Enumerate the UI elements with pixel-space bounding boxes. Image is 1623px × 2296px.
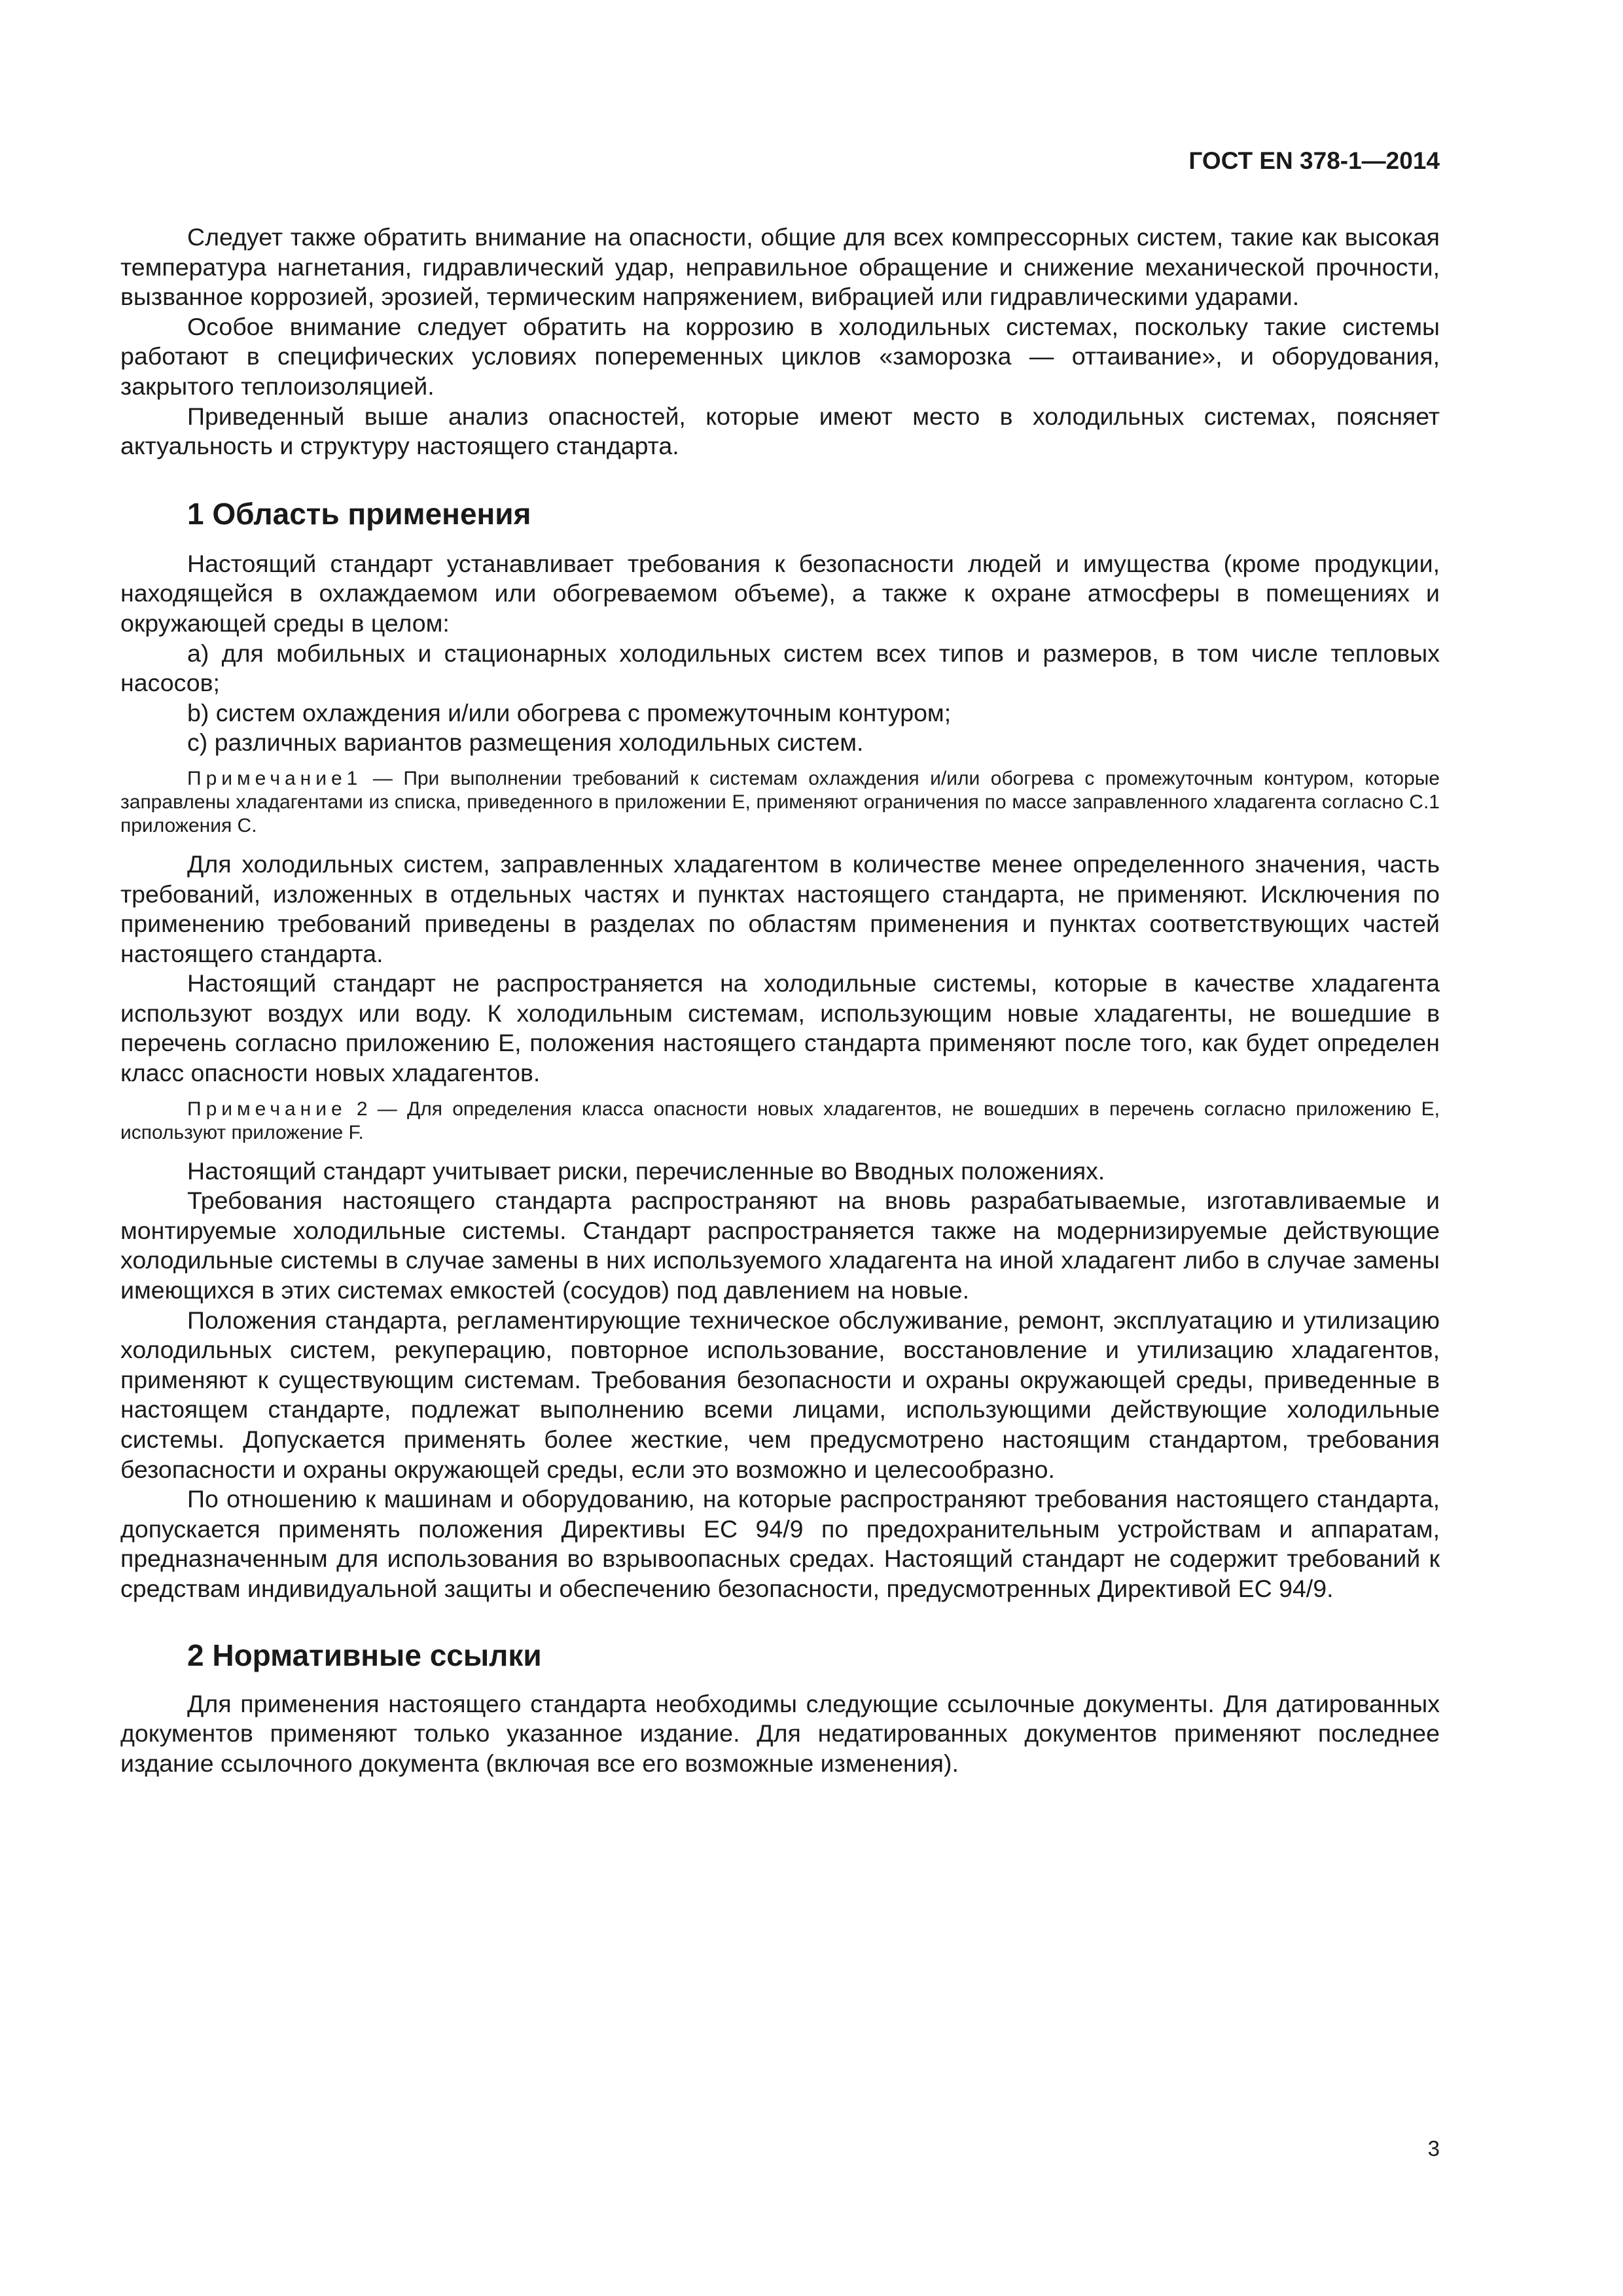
scope-paragraph-1: Настоящий стандарт устанавливает требования к безопасности людей и имущества (кроме продукции, находящейся в охлаждаемом или обогреваемом объеме), а также к охране атмосферы в помещениях и окружающей среды в целом: bbox=[120, 549, 1440, 637]
scope-paragraph-3: Настоящий стандарт не распространяется на холодильные системы, которые в качестве хладагента используют воздух или воду. К холодильным системам, использующим новые хладагенты, не вошедшие в перечень согласно приложению E, положения настоящего стандарта применяют после того, как будет определен класс опасности новых хладагентов. bbox=[120, 969, 1440, 1087]
scope-list-item-b: b) систем охлаждения и/или обогрева с промежуточным контуром; bbox=[187, 698, 952, 726]
document-code-header: ГОСТ EN 378-1—2014 bbox=[1188, 147, 1440, 174]
intro-paragraph-1: Следует также обратить внимание на опасности, общие для всех компрессорных систем, такие как высокая температура нагнетания, гидравлический удар, неправильное обращение и снижение механической прочности, вызванное коррозией, эрозией, термическим напряжением, вибрацией или гидравлическими ударами. bbox=[120, 223, 1440, 311]
note-1-text: — При выполнении требований к системам охлаждения и/или обогрева с промежуточным контуром, которые заправлены хладагентами из списка, приведенного в приложении E, применяют ограничения по массе заправленного хладагента согласно C.1 приложения C. bbox=[120, 767, 1440, 836]
scope-paragraph-6: Положения стандарта, регламентирующие техническое обслуживание, ремонт, эксплуатацию и утилизацию холодильных систем, рекуперацию, повторное использование, восстановление и утилизацию хладагентов, применяют к существующим системам. Требования безопасности и охраны окружающей среды, приведенные в настоящем стандарте, подлежат выполнению всеми лицами, использующими действующие холодильные системы. Допускается применять более жесткие, чем предусмотрено настоящим стандартом, требования безопасности и охраны окружающей среды, если это возможно и целесообразно. bbox=[120, 1306, 1440, 1483]
note-2 bbox=[120, 1098, 1440, 1145]
scope-paragraph-5: Требования настоящего стандарта распространяют на вновь разрабатываемые, изготавливаемые и монтируемые холодильные системы. Стандарт распространяется также на модернизируемые действующие холодильные системы в случае замены в них используемого хладагента на иной хладагент либо в случае замены имеющихся в этих системах емкостей (сосудов) под давлением на новые. bbox=[120, 1187, 1440, 1304]
intro-paragraph-3: Приведенный выше анализ опасностей, которые имеют место в холодильных системах, поясняет актуальность и структуру настоящего стандарта. bbox=[120, 402, 1440, 460]
page-number: 3 bbox=[1427, 2136, 1440, 2161]
scope-list-item-a: a) для мобильных и стационарных холодильных систем всех типов и размеров, в том числе тепловых насосов; bbox=[120, 639, 1440, 697]
note-2-text: 2 — Для определения класса опасности новых хладагентов, не вошедших в перечень согласно приложению E, используют приложение F. bbox=[120, 1098, 1440, 1143]
note-2-label: Примечание bbox=[187, 1098, 347, 1120]
intro-paragraph-2: Особое внимание следует обратить на коррозию в холодильных системах, поскольку такие системы работают в специфических условиях попеременных циклов «заморозка — оттаивание», и оборудования, закрытого теплоизоляцией. bbox=[120, 312, 1440, 400]
section-2-heading: 2 Нормативные ссылки bbox=[187, 1638, 542, 1672]
page-body bbox=[120, 223, 1440, 1778]
scope-paragraph-7: По отношению к машинам и оборудованию, на которые распространяют требования настоящего стандарта, допускается применять положения Директивы ЕС 94/9 по предохранительным устройствам и аппаратам, предназначенным для использования во взрывоопасных средах. Настоящий стандарт не содержит требований к средствам индивидуальной защиты и обеспечению безопасности, предусмотренных Директивой ЕС 94/9. bbox=[120, 1485, 1440, 1602]
scope-list-item-c: c) различных вариантов размещения холодильных систем. bbox=[187, 728, 864, 757]
section-1-heading: 1 Область применения bbox=[187, 496, 531, 531]
note-1 bbox=[120, 767, 1440, 838]
scope-paragraph-2: Для холодильных систем, заправленных хладагентом в количестве менее определенного значения, часть требований, изложенных в отдельных частях и пунктах настоящего стандарта, не применяют. Исключения по применению требований приведены в разделах по областям применения и пунктах соответствующих частей настоящего стандарта. bbox=[120, 850, 1440, 967]
scope-paragraph-4: Настоящий стандарт учитывает риски, перечисленные во Вводных положениях. bbox=[187, 1157, 1105, 1185]
note-1-label: Примечание1 bbox=[187, 767, 363, 789]
references-paragraph-1: Для применения настоящего стандарта необходимы следующие ссылочные документы. Для датированных документов применяют только указанное издание. Для недатированных документов применяют последнее издание ссылочного документа (включая все его возможные изменения). bbox=[120, 1689, 1440, 1777]
